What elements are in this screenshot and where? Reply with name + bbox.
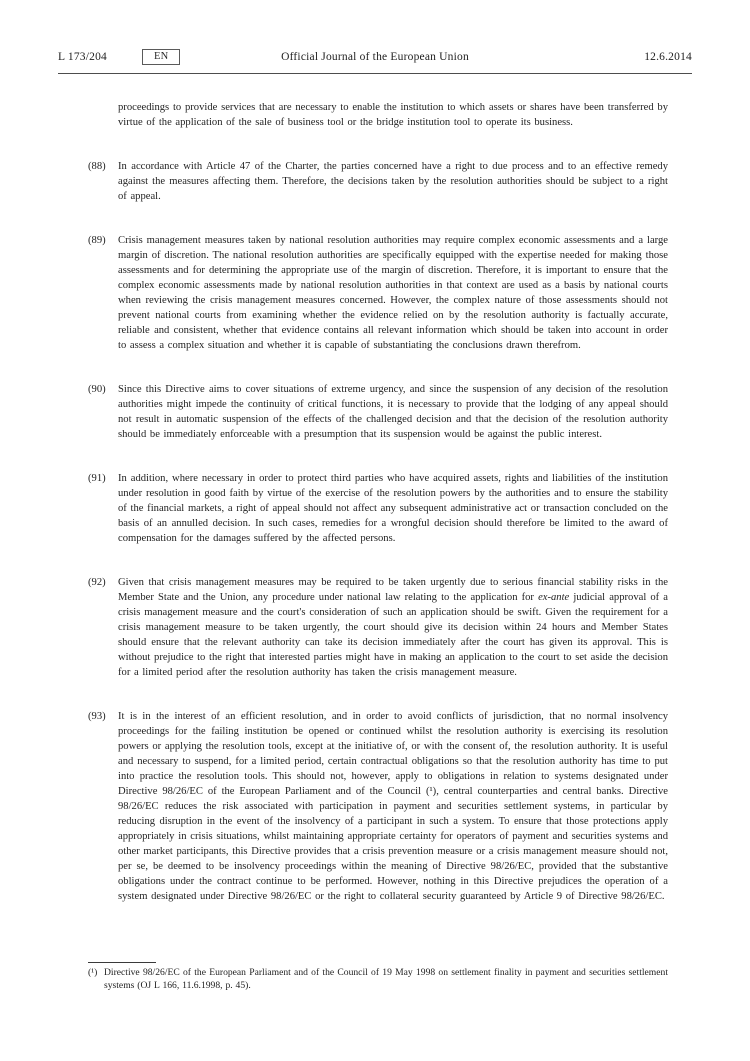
recital [88, 575, 668, 680]
recital-text: It is in the interest of an efficient resolution, and in order to avoid conflicts of jurisdiction, that no normal insolvency proceedings for the failing institution be opened or continued whilst the resolution authority is exercising its resolution powers or applying the resolution tools, except at the initiative of, or with the consent of, the resolution authority. It is useful and necessary to suspend, for a limited period, certain contractual obligations so that the resolution authority has time to put into practice the resolution tools. This should not, however, apply to obligations in relation to systems designated under Directive 98/26/EC of the European Parliament and of the Council (¹), central counterparties and central banks. Directive 98/26/EC reduces the risk associated with participation in payment and securities settlement systems, in particular by reducing disruption in the event of the insolvency of a participant in such a system. To ensure that those protections apply appropriately in crisis situations, whilst maintaining appropriate certainty for operators of payment and securities systems and other market participants, this Directive provides that a crisis prevention measure or a crisis management measure should not, per se, be deemed to be insolvency proceedings within the meaning of Directive 98/26/EC, provided that the substantive obligations under the contract continue to be performed. However, nothing in this Directive prejudices the operation of a system designated under Directive 98/26/EC or the right to collateral security guaranteed by Article 9 of Directive 98/26/EC. [118, 711, 668, 902]
footnote-area [88, 962, 668, 992]
recital-text: Given that crisis management measures may be required to be taken urgently due to serious financial stability risks in the Member State and the Union, any procedure under national law relating to the application for ex-ante judicial approval of a crisis management measure and the court's consideration of such an application should be swift. Given the requirement for a crisis management measure to be taken urgently, the court should give its decision within 24 hours and Member States should ensure that the relevant authority can take its decision immediately after the court has given its approval. This is without prejudice to the right that interested parties might have in making an application to the court to set aside the decision for a limited period after the resolution authority has taken the crisis management measure. [118, 577, 668, 678]
recital [88, 382, 668, 442]
recital-text: Crisis management measures taken by national resolution authorities may require complex economic assessments and a large margin of discretion. The national resolution authorities are specifically equipped with the expertise needed for making those assessments and for determining the appropriate use of the margin of discretion. Therefore, it is important to ensure that the complex economic assessments made by national resolution authorities in that context are used as a basis by national courts when reviewing the crisis management measures concerned. However, the complex nature of those assessments should not prevent national courts from examining whether the evidence relied on by the resolution authority is factually accurate, reliable and consistent, whether that evidence contains all relevant information which should be taken into account in order to assess a complex situation and whether it is capable of substantiating the conclusions drawn therefrom. [118, 235, 668, 351]
footnote [88, 966, 668, 992]
header-date: 12.6.2014 [644, 51, 692, 63]
recitals-container [88, 100, 668, 933]
recital-number: (89) [88, 235, 106, 246]
recital [88, 471, 668, 546]
recital-number: (90) [88, 384, 106, 395]
recital [88, 709, 668, 904]
header-row [58, 48, 692, 70]
recital-number: (88) [88, 161, 106, 172]
page-number: L 173/204 [58, 51, 107, 63]
page-header [58, 48, 692, 74]
recital-text: In addition, where necessary in order to protect third parties who have acquired assets, rights and liabilities of the institution under resolution in good faith by virtue of the exercise of the resolution powers by the authorities and to ensure the stability of the financial markets, a right of appeal should not affect any subsequent administrative act or transaction concluded on the basis of an annulled decision. In such cases, remedies for a wrongful decision should therefore be limited to the award of compensation for the damages suffered by the affected persons. [118, 473, 668, 544]
recital [88, 159, 668, 204]
footnote-marker: (¹) [88, 967, 98, 978]
recital-text: proceedings to provide services that are necessary to enable the institution to which assets or shares have been transferred by virtue of the application of the sale of business tool or the bridge institution tool to operate its business. [118, 102, 668, 128]
footnote-rule [88, 962, 156, 963]
recital [88, 100, 668, 130]
header-rule [58, 73, 692, 74]
recital-number: (91) [88, 473, 106, 484]
language-badge: EN [142, 49, 180, 65]
recital-number: (92) [88, 577, 106, 588]
recital-text: In accordance with Article 47 of the Charter, the parties concerned have a right to due process and to an effective remedy against the measures affecting them. Therefore, the decisions taken by the resolution authorities should be subject to a right of appeal. [118, 161, 668, 202]
recital-number [88, 100, 118, 130]
journal-title: Official Journal of the European Union [281, 51, 469, 63]
recital-number: (93) [88, 711, 106, 722]
recital-text: Since this Directive aims to cover situations of extreme urgency, and since the suspension of any decision of the resolution authorities might impede the continuity of critical functions, it is necessary to provide that the lodging of any appeal should not result in automatic suspension of the effects of the challenged decision and that the decision of the resolution authority should be immediately enforceable with a presumption that its suspension would be against the public interest. [118, 384, 668, 440]
footnote-text: Directive 98/26/EC of the European Parliament and of the Council of 19 May 1998 on settlement finality in payment and securities settlement systems (OJ L 166, 11.6.1998, p. 45). [104, 967, 668, 991]
recital [88, 233, 668, 353]
